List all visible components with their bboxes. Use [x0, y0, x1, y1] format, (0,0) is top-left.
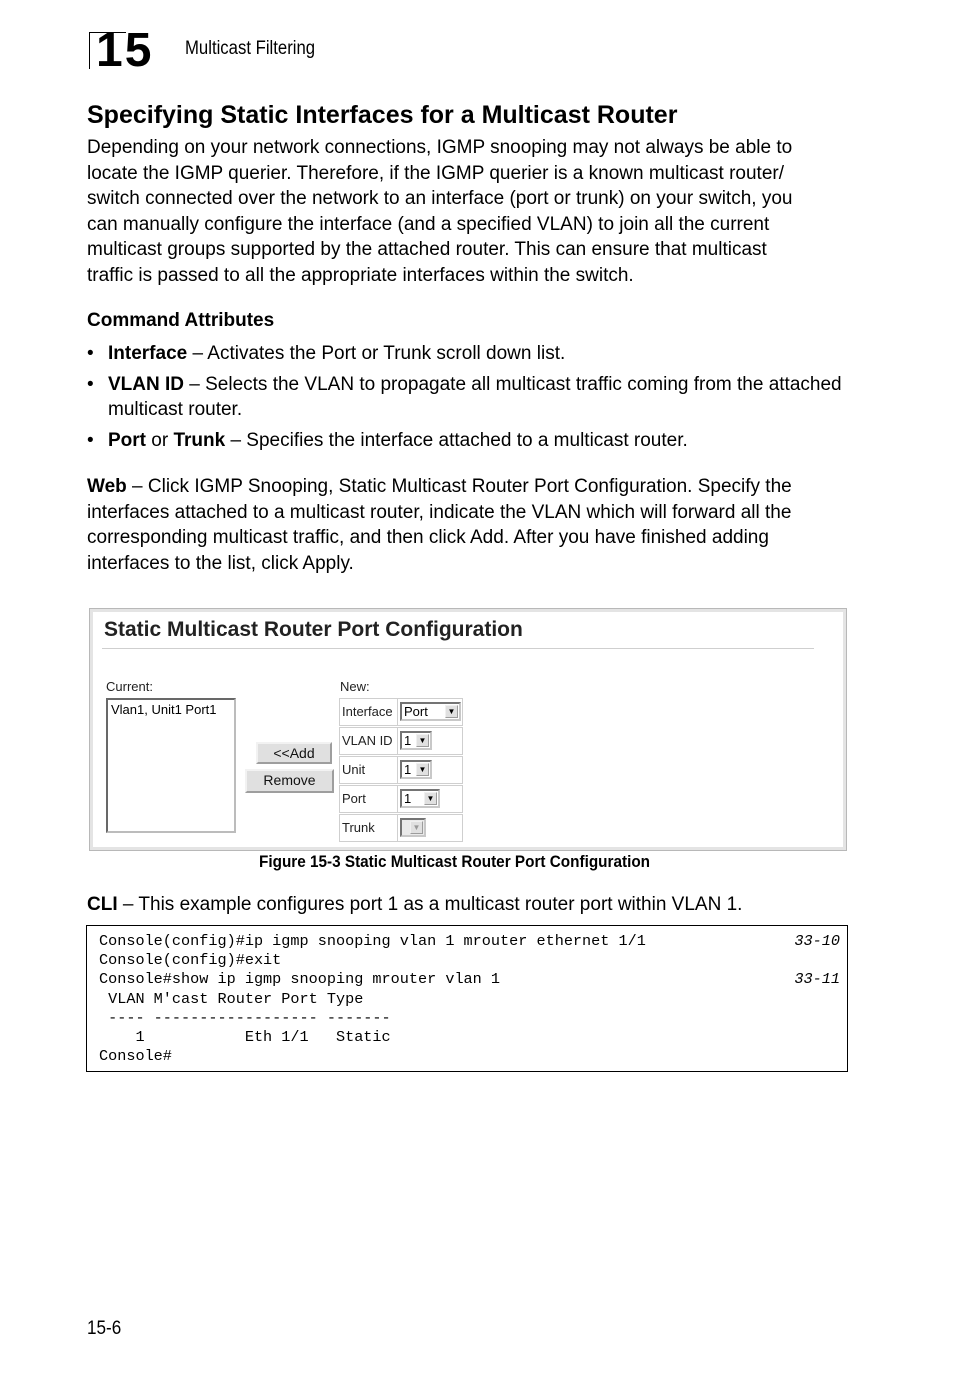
- intro-paragraph: [87, 135, 857, 289]
- intro-line: can manually configure the interface (and a specified VLAN) to join all the current: [87, 213, 770, 235]
- intro-line: locate the IGMP querier. Therefore, if the IGMP querier is a known multicast router/: [87, 162, 784, 184]
- web-paragraph: [87, 474, 857, 576]
- code-line: ---- ------------------ -------: [99, 1009, 391, 1027]
- attribute-desc: – Specifies the interface attached to a multicast router.: [225, 429, 688, 451]
- new-label: New:: [340, 679, 370, 694]
- command-reference: 33-10: [794, 932, 840, 950]
- unit-row: [339, 756, 463, 784]
- current-label: Current:: [106, 679, 153, 694]
- attribute-term: Port: [108, 429, 146, 451]
- command-reference: 33-11: [794, 970, 840, 988]
- field-label: VLAN ID: [342, 733, 393, 748]
- cli-paragraph: CLI – This example configures port 1 as a multicast router port within VLAN 1.: [87, 894, 743, 915]
- add-button[interactable]: <<Add: [256, 742, 332, 764]
- page-number: 15-6: [87, 1318, 122, 1339]
- dropdown-arrow-icon: ▼: [410, 821, 423, 834]
- web-line: corresponding multicast traffic, and then click Add. After you have finished adding: [87, 527, 769, 549]
- intro-line: multicast groups supported by the attached router. This can ensure that multicast: [87, 239, 767, 261]
- section-title: Specifying Static Interfaces for a Multicast Router: [87, 101, 678, 129]
- intro-line: traffic is passed to all the appropriate interfaces within the switch.: [87, 264, 634, 286]
- code-line: Console#: [99, 1047, 172, 1065]
- list-item[interactable]: Vlan1, Unit1 Port1: [111, 702, 217, 717]
- vlan-id-row: [339, 727, 463, 755]
- dropdown-arrow-icon[interactable]: ▼: [416, 763, 429, 776]
- current-list[interactable]: [106, 698, 236, 833]
- attribute-desc: – Selects the VLAN to propagate all multicast traffic coming from the attached multicast router.: [108, 373, 842, 421]
- bullet-icon: •: [87, 343, 94, 364]
- intro-line: Depending on your network connections, IGMP snooping may not always be able to: [87, 137, 793, 158]
- code-line: 1 Eth 1/1 Static: [99, 1028, 391, 1046]
- web-line: interfaces attached to a multicast router, indicate the VLAN which will forward all the: [87, 501, 792, 523]
- attribute-term: Interface: [108, 343, 188, 364]
- divider: [102, 648, 814, 649]
- port-row: [339, 785, 463, 813]
- code-line: VLAN M'cast Router Port Type: [99, 990, 364, 1008]
- code-line: Console#show ip igmp snooping mrouter vlan 1: [99, 970, 501, 988]
- figure-screenshot: [89, 608, 847, 851]
- web-line: Web – Click IGMP Snooping, Static Multicast Router Port Configuration. Specify the: [87, 476, 792, 497]
- dropdown-arrow-icon[interactable]: ▼: [416, 734, 429, 747]
- chapter-number: 15: [96, 24, 154, 77]
- new-entry-table: [339, 698, 463, 843]
- field-label: Trunk: [342, 820, 375, 835]
- interface-select[interactable]: Port ▼: [400, 702, 461, 721]
- attribute-list: [87, 341, 857, 458]
- command-attributes-heading: Command Attributes: [87, 310, 275, 331]
- attribute-term: VLAN ID: [108, 373, 184, 395]
- interface-row: [339, 698, 463, 726]
- port-select[interactable]: 1 ▼: [400, 789, 440, 808]
- unit-select[interactable]: 1 ▼: [400, 760, 432, 779]
- figure-caption: Figure 15-3 Static Multicast Router Port Configuration: [259, 852, 651, 871]
- field-label: Interface: [342, 704, 393, 719]
- attribute-term: Trunk: [173, 429, 226, 451]
- code-line: Console(config)#exit: [99, 951, 282, 969]
- trunk-select: [400, 818, 426, 837]
- cli-term: CLI: [87, 894, 118, 915]
- vlan-id-select[interactable]: 1 ▼: [400, 731, 432, 750]
- dropdown-arrow-icon[interactable]: ▼: [445, 705, 458, 718]
- web-term: Web: [87, 476, 127, 497]
- running-title: Multicast Filtering: [185, 38, 316, 59]
- list-item: [87, 428, 857, 454]
- field-label: Port: [342, 791, 366, 806]
- field-label: Unit: [342, 762, 366, 777]
- code-line: Console(config)#ip igmp snooping vlan 1 mrouter ethernet 1/1: [99, 932, 646, 950]
- remove-button[interactable]: Remove: [245, 769, 334, 793]
- bullet-icon: •: [87, 373, 94, 395]
- intro-line: switch connected over the network to an interface (port or trunk) on your switch, you: [87, 188, 793, 210]
- dropdown-arrow-icon[interactable]: ▼: [424, 792, 437, 805]
- figure-title: Static Multicast Router Port Configuration: [104, 618, 523, 641]
- list-item: [87, 341, 857, 367]
- list-item: [87, 372, 857, 423]
- bullet-icon: •: [87, 429, 94, 451]
- trunk-row: [339, 814, 463, 842]
- code-example: [86, 925, 848, 1072]
- attribute-connector: or: [146, 429, 174, 451]
- web-line: interfaces to the list, click Apply.: [87, 552, 354, 574]
- attribute-desc: – Activates the Port or Trunk scroll down list.: [187, 343, 566, 364]
